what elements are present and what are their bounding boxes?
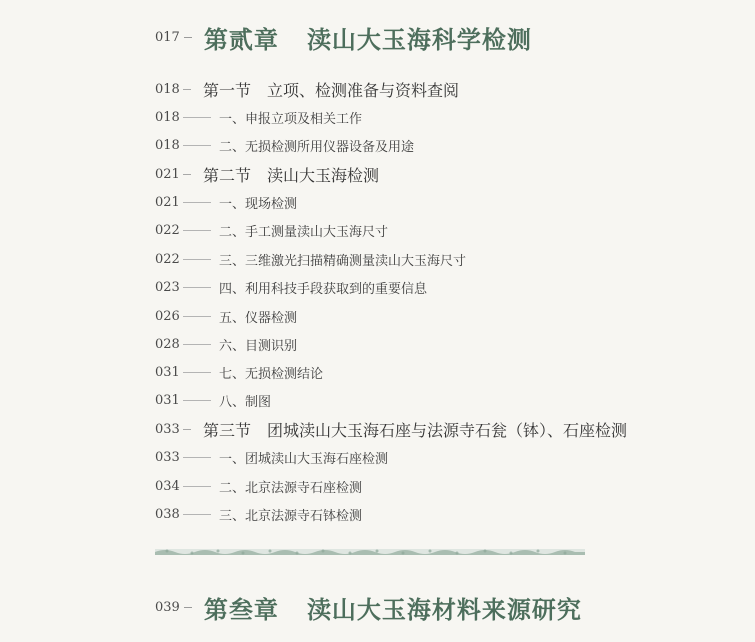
toc-item[interactable] <box>155 277 427 297</box>
toc-item[interactable] <box>155 447 388 467</box>
section-label-title: 第三节 团城渎山大玉海石座与法源寺石瓮（钵）、石座检测 <box>203 420 628 440</box>
leader-dash <box>183 344 211 345</box>
leader-dash <box>183 89 191 90</box>
toc-item[interactable] <box>155 306 297 326</box>
toc-item[interactable] <box>155 107 362 127</box>
toc-item[interactable] <box>155 220 388 240</box>
chapter-3-heading[interactable] <box>155 590 582 625</box>
leader-dash <box>183 429 191 430</box>
leader-dash <box>183 400 211 401</box>
toc-item[interactable] <box>155 249 466 269</box>
item-page: 022 <box>155 251 180 267</box>
leader-dash <box>183 174 191 175</box>
toc-item[interactable] <box>155 476 362 496</box>
item-page: 033 <box>155 449 180 465</box>
item-page: 031 <box>155 364 180 380</box>
item-title: 七、无损检测结论 <box>219 366 324 382</box>
leader-dash <box>183 145 211 146</box>
leader-dash <box>183 316 211 317</box>
leader-dash <box>184 607 192 608</box>
ornament-divider <box>155 547 585 557</box>
leader-dash <box>184 37 192 38</box>
toc-section-1[interactable] <box>155 79 459 99</box>
item-title: 一、现场检测 <box>219 196 298 212</box>
section-page: 021 <box>155 166 180 182</box>
toc-section-2[interactable] <box>155 164 379 184</box>
item-title: 八、制图 <box>219 394 272 410</box>
leader-dash <box>183 202 211 203</box>
item-title: 三、三维激光扫描精确测量渎山大玉海尺寸 <box>219 253 467 269</box>
item-page: 026 <box>155 308 180 324</box>
item-title: 二、无损检测所用仪器设备及用途 <box>219 139 415 155</box>
leader-dash <box>183 372 211 373</box>
item-page: 034 <box>155 478 180 494</box>
chapter-3-title: 渎山大玉海材料来源研究 <box>306 595 582 624</box>
leader-dash <box>183 486 211 487</box>
item-title: 六、目测识别 <box>219 338 298 354</box>
leader-dash <box>183 514 211 515</box>
chapter-3-page: 039 <box>155 600 180 615</box>
toc-section-3[interactable] <box>155 419 627 439</box>
toc-item[interactable] <box>155 362 323 382</box>
chapter-2-number: 第贰章 <box>203 25 279 54</box>
item-page: 023 <box>155 279 180 295</box>
toc-item[interactable] <box>155 334 297 354</box>
toc-item[interactable] <box>155 135 414 155</box>
toc-item[interactable] <box>155 504 362 524</box>
item-title: 四、利用科技手段获取到的重要信息 <box>219 281 428 297</box>
section-label-title: 第二节 渎山大玉海检测 <box>203 165 380 185</box>
item-title: 一、团城渎山大玉海石座检测 <box>219 451 389 467</box>
item-page: 028 <box>155 336 180 352</box>
item-title: 三、北京法源寺石钵检测 <box>219 508 363 524</box>
leader-dash <box>183 230 211 231</box>
leader-dash <box>183 457 211 458</box>
item-title: 二、北京法源寺石座检测 <box>219 480 363 496</box>
leader-dash <box>183 287 211 288</box>
item-page: 018 <box>155 109 180 125</box>
section-label-title: 第一节 立项、检测准备与资料查阅 <box>203 80 460 100</box>
item-title: 五、仪器检测 <box>219 310 298 326</box>
leader-dash <box>183 117 211 118</box>
item-title: 一、申报立项及相关工作 <box>219 111 363 127</box>
item-page: 038 <box>155 506 180 522</box>
item-page: 022 <box>155 222 180 238</box>
item-title: 二、手工测量渎山大玉海尺寸 <box>219 224 389 240</box>
item-page: 031 <box>155 392 180 408</box>
item-page: 018 <box>155 137 180 153</box>
section-page: 033 <box>155 421 180 437</box>
toc-item[interactable] <box>155 192 297 212</box>
leader-dash <box>183 259 211 260</box>
chapter-2-heading[interactable] <box>155 20 532 55</box>
chapter-2-title: 渎山大玉海科学检测 <box>306 25 532 54</box>
chapter-3-number: 第叁章 <box>203 595 279 624</box>
section-page: 018 <box>155 81 180 97</box>
chapter-2-page: 017 <box>155 30 180 45</box>
toc-item[interactable] <box>155 390 271 410</box>
item-page: 021 <box>155 194 180 210</box>
